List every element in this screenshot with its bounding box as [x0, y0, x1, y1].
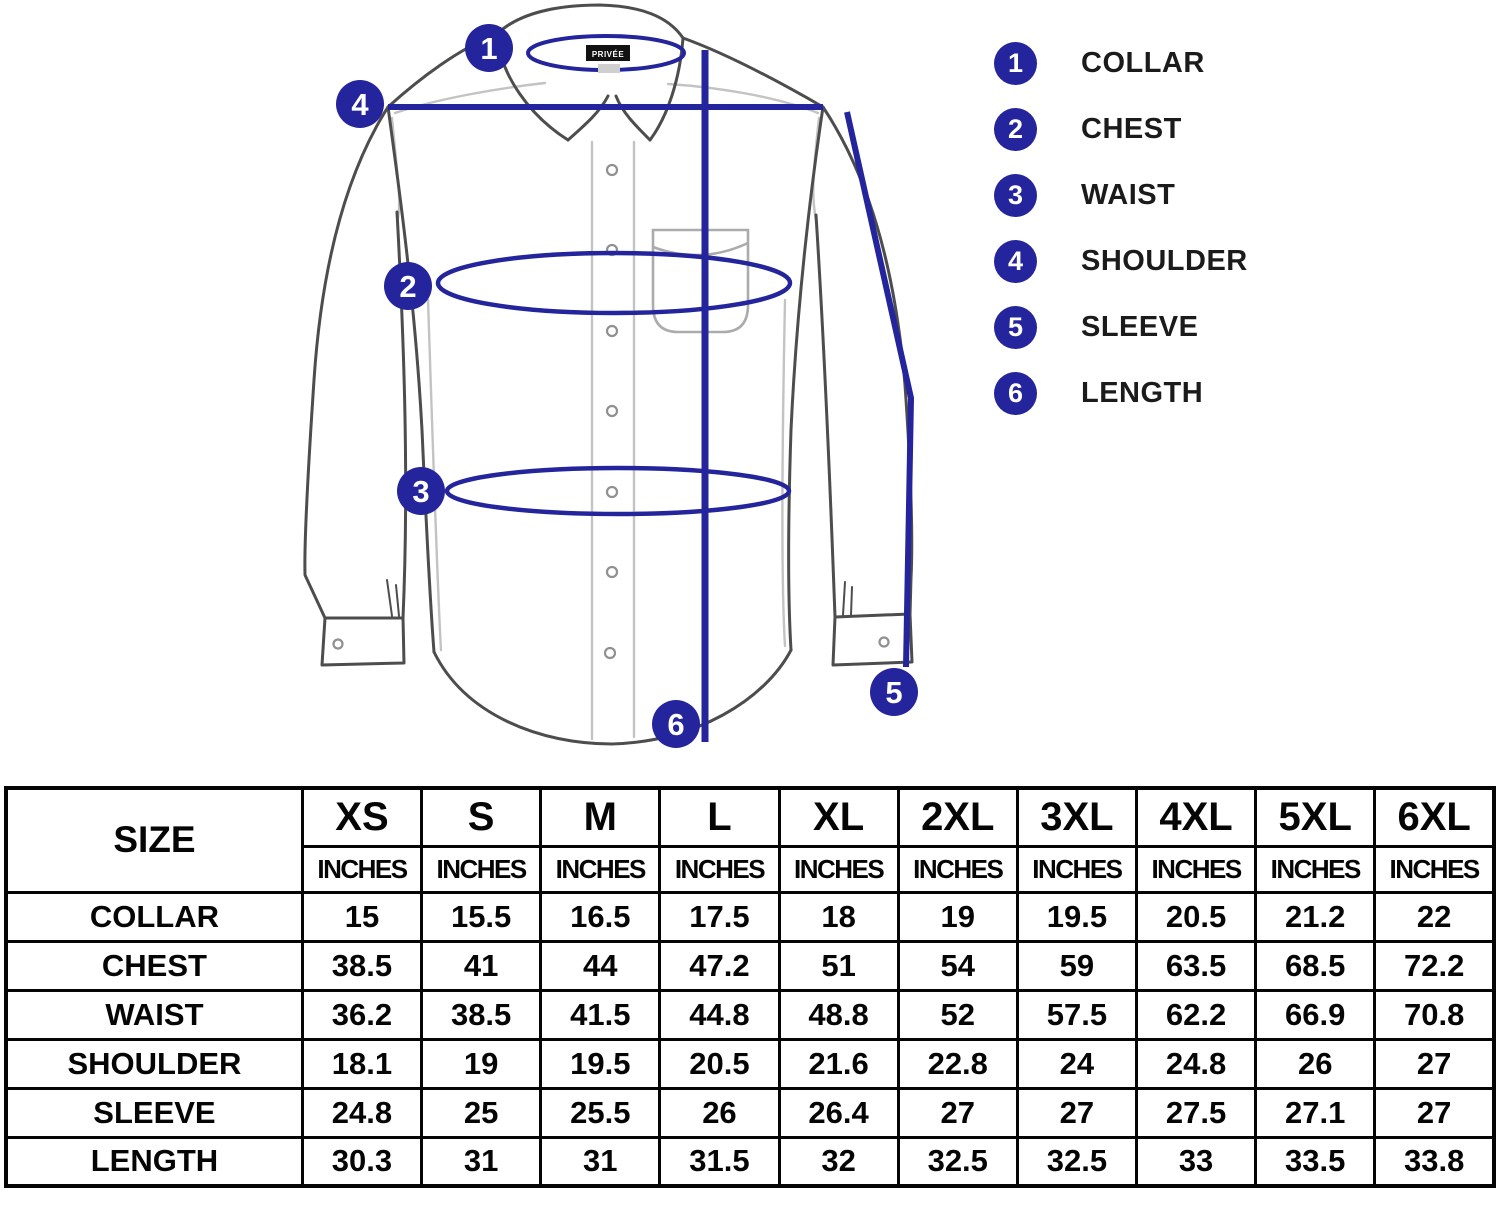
- legend-number-badge: 3: [994, 174, 1037, 217]
- legend-item-waist: [994, 174, 1248, 217]
- size-value-cell: 20.5: [660, 1039, 779, 1088]
- measurement-row-label: COLLAR: [6, 892, 302, 941]
- collar-left-flap-inner: [568, 96, 608, 140]
- size-value-cell: 32: [779, 1137, 898, 1186]
- hem: [434, 650, 791, 744]
- size-value-cell: 27: [1017, 1088, 1136, 1137]
- size-value-cell: 19: [422, 1039, 541, 1088]
- unit-header: INCHES: [779, 846, 898, 892]
- size-value-cell: 57.5: [1017, 990, 1136, 1039]
- measurement-row-label: LENGTH: [6, 1137, 302, 1186]
- marker-collar: [465, 24, 513, 72]
- marker-5-number: 5: [885, 675, 903, 710]
- size-value-cell: 26: [660, 1088, 779, 1137]
- size-value-cell: 52: [898, 990, 1017, 1039]
- size-value-cell: 72.2: [1375, 941, 1494, 990]
- marker-sleeve: [870, 668, 918, 716]
- size-value-cell: 44.8: [660, 990, 779, 1039]
- size-value-cell: 48.8: [779, 990, 898, 1039]
- size-table-body: [6, 892, 1494, 1186]
- unit-header: INCHES: [1017, 846, 1136, 892]
- legend-item-length: [994, 372, 1248, 415]
- size-column-header: 4XL: [1136, 788, 1255, 846]
- legend-label: SHOULDER: [1081, 245, 1248, 277]
- size-value-cell: 31: [541, 1137, 660, 1186]
- measurement-row-label: CHEST: [6, 941, 302, 990]
- size-value-cell: 21.6: [779, 1039, 898, 1088]
- size-value-cell: 30.3: [302, 1137, 421, 1186]
- marker-6-number: 6: [667, 707, 685, 742]
- size-value-cell: 33.5: [1256, 1137, 1375, 1186]
- marker-shoulder: [336, 80, 384, 128]
- size-value-cell: 25.5: [541, 1088, 660, 1137]
- placket-buttons: [605, 165, 617, 658]
- shirt-outline: [305, 5, 912, 744]
- marker-length: [652, 700, 700, 748]
- marker-waist: [397, 467, 445, 515]
- brand-label-text: PRIVÉE: [591, 50, 625, 59]
- size-value-cell: 26.4: [779, 1088, 898, 1137]
- right-cuff-slit: [843, 582, 852, 615]
- legend-item-sleeve: [994, 306, 1248, 349]
- unit-header: INCHES: [1375, 846, 1494, 892]
- size-value-cell: 16.5: [541, 892, 660, 941]
- size-corner-header: SIZE: [6, 788, 302, 892]
- size-value-cell: 27: [1375, 1088, 1494, 1137]
- size-value-cell: 31: [422, 1137, 541, 1186]
- measurement-row-label: SHOULDER: [6, 1039, 302, 1088]
- marker-1-number: 1: [480, 31, 498, 66]
- size-value-cell: 27: [898, 1088, 1017, 1137]
- legend-item-shoulder: [994, 240, 1248, 283]
- size-column-header: 3XL: [1017, 788, 1136, 846]
- size-value-cell: 26: [1256, 1039, 1375, 1088]
- size-value-cell: 24.8: [302, 1088, 421, 1137]
- size-value-cell: 70.8: [1375, 990, 1494, 1039]
- unit-header: INCHES: [898, 846, 1017, 892]
- left-body-side: [388, 107, 434, 652]
- legend-item-chest: [994, 108, 1248, 151]
- size-value-cell: 19.5: [541, 1039, 660, 1088]
- size-value-cell: 31.5: [660, 1137, 779, 1186]
- unit-header: INCHES: [660, 846, 779, 892]
- table-row: [6, 1088, 1494, 1137]
- legend-label: WAIST: [1081, 179, 1176, 211]
- unit-header: INCHES: [1256, 846, 1375, 892]
- shirt-seam-lines: [392, 83, 819, 739]
- collar-right-flap-inner: [616, 96, 650, 140]
- size-value-cell: 41.5: [541, 990, 660, 1039]
- size-column-header: M: [541, 788, 660, 846]
- size-value-cell: 38.5: [422, 990, 541, 1039]
- measurement-row-label: WAIST: [6, 990, 302, 1039]
- size-column-header: 6XL: [1375, 788, 1494, 846]
- marker-4-number: 4: [351, 87, 369, 122]
- size-value-cell: 62.2: [1136, 990, 1255, 1039]
- marker-2-number: 2: [399, 269, 417, 304]
- size-value-cell: 17.5: [660, 892, 779, 941]
- hanger-loop: [598, 64, 620, 73]
- right-sleeve-inner: [816, 215, 835, 617]
- chest-pocket: [653, 230, 748, 332]
- right-body-side: [789, 107, 823, 650]
- legend-number-badge: 1: [994, 42, 1037, 85]
- measurement-legend: [994, 42, 1248, 415]
- unit-header: INCHES: [541, 846, 660, 892]
- size-value-cell: 19: [898, 892, 1017, 941]
- size-value-cell: 44: [541, 941, 660, 990]
- measurement-lines: [388, 36, 911, 742]
- size-value-cell: 27: [1375, 1039, 1494, 1088]
- size-value-cell: 19.5: [1017, 892, 1136, 941]
- size-value-cell: 21.2: [1256, 892, 1375, 941]
- size-value-cell: 27.5: [1136, 1088, 1255, 1137]
- unit-header: INCHES: [1136, 846, 1255, 892]
- size-table: [4, 786, 1496, 1188]
- size-value-cell: 24: [1017, 1039, 1136, 1088]
- size-value-cell: 27.1: [1256, 1088, 1375, 1137]
- legend-number-badge: 6: [994, 372, 1037, 415]
- size-value-cell: 18.1: [302, 1039, 421, 1088]
- shirt-diagram: [0, 0, 990, 786]
- size-value-cell: 25: [422, 1088, 541, 1137]
- size-value-cell: 41: [422, 941, 541, 990]
- legend-number-badge: 4: [994, 240, 1037, 283]
- unit-header: INCHES: [422, 846, 541, 892]
- size-value-cell: 33.8: [1375, 1137, 1494, 1186]
- size-value-cell: 63.5: [1136, 941, 1255, 990]
- size-value-cell: 24.8: [1136, 1039, 1255, 1088]
- collar-outer: [497, 5, 683, 38]
- table-row: [6, 941, 1494, 990]
- left-sleeve-outer: [305, 107, 388, 618]
- size-value-cell: 15: [302, 892, 421, 941]
- size-value-cell: 68.5: [1256, 941, 1375, 990]
- left-cuff-button: [334, 640, 343, 649]
- size-value-cell: 51: [779, 941, 898, 990]
- size-table-header: [6, 788, 1494, 892]
- chest-measure-ellipse: [438, 253, 790, 313]
- left-cuff-slit: [387, 580, 399, 616]
- size-value-cell: 32.5: [1017, 1137, 1136, 1186]
- legend-label: COLLAR: [1081, 47, 1205, 79]
- legend-label: SLEEVE: [1081, 311, 1199, 343]
- collar-right-flap-outer: [650, 38, 683, 140]
- size-value-cell: 32.5: [898, 1137, 1017, 1186]
- size-value-cell: 18: [779, 892, 898, 941]
- legend-label: CHEST: [1081, 113, 1182, 145]
- size-value-cell: 59: [1017, 941, 1136, 990]
- marker-3-number: 3: [412, 474, 430, 509]
- size-value-cell: 66.9: [1256, 990, 1375, 1039]
- marker-chest: [384, 262, 432, 310]
- right-sleeve-outer: [823, 107, 912, 615]
- size-column-header: S: [422, 788, 541, 846]
- size-value-cell: 54: [898, 941, 1017, 990]
- size-column-header: XL: [779, 788, 898, 846]
- sleeve-measure-line: [847, 112, 911, 667]
- legend-number-badge: 2: [994, 108, 1037, 151]
- size-value-cell: 15.5: [422, 892, 541, 941]
- table-row: [6, 990, 1494, 1039]
- shirt-illustration: [0, 0, 990, 786]
- size-value-cell: 22: [1375, 892, 1494, 941]
- size-value-cell: 33: [1136, 1137, 1255, 1186]
- table-row: [6, 892, 1494, 941]
- legend-item-collar: [994, 42, 1248, 85]
- size-value-cell: 20.5: [1136, 892, 1255, 941]
- legend-label: LENGTH: [1081, 377, 1204, 409]
- size-column-header: 5XL: [1256, 788, 1375, 846]
- size-column-header: XS: [302, 788, 421, 846]
- right-cuff-button: [880, 638, 889, 647]
- size-value-cell: 36.2: [302, 990, 421, 1039]
- right-cuff: [833, 614, 912, 665]
- size-value-cell: 47.2: [660, 941, 779, 990]
- legend-number-badge: 5: [994, 306, 1037, 349]
- table-row: [6, 1137, 1494, 1186]
- measurement-row-label: SLEEVE: [6, 1088, 302, 1137]
- table-row: [6, 1039, 1494, 1088]
- size-value-cell: 38.5: [302, 941, 421, 990]
- size-column-header: 2XL: [898, 788, 1017, 846]
- size-column-header: L: [660, 788, 779, 846]
- size-value-cell: 22.8: [898, 1039, 1017, 1088]
- unit-header: INCHES: [302, 846, 421, 892]
